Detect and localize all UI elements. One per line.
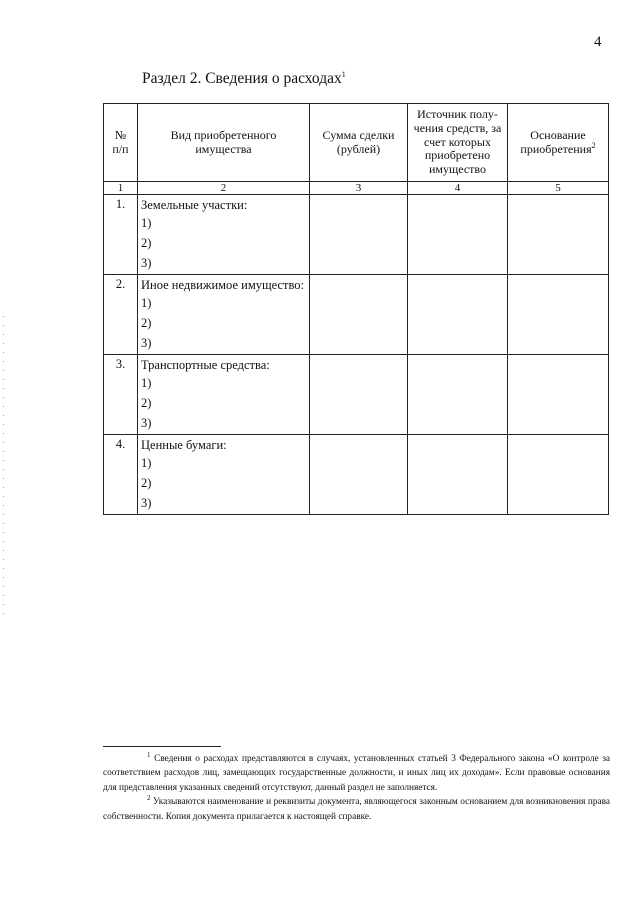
footnotes xyxy=(103,752,610,824)
deal-sum-cell xyxy=(310,195,408,275)
property-item: 2) xyxy=(141,236,152,250)
column-number-row xyxy=(104,182,609,195)
property-kind-label: Ценные бумаги: xyxy=(141,438,227,452)
header-property-kind: Вид приобретенного имущества xyxy=(138,104,310,182)
property-item: 1) xyxy=(141,216,152,230)
deal-sum-cell xyxy=(310,435,408,515)
acquisition-basis-cell xyxy=(508,275,609,355)
property-item: 2) xyxy=(141,476,152,490)
table-row-securities xyxy=(104,435,609,515)
funds-source-cell xyxy=(408,355,508,435)
property-kind-cell xyxy=(138,195,310,275)
property-kind-cell xyxy=(138,355,310,435)
funds-source-cell xyxy=(408,275,508,355)
acquisition-basis-cell xyxy=(508,435,609,515)
property-item: 3) xyxy=(141,256,152,270)
footnote-2 xyxy=(103,795,610,824)
footnote-text: Указываются наименование и реквизиты документа, являющегося законным основанием для возникновения права собственности. Копия документа прилагается к настоящей справке. xyxy=(103,797,610,822)
footnote-separator xyxy=(103,746,221,747)
table-row-real-estate xyxy=(104,275,609,355)
column-number: 2 xyxy=(138,182,310,195)
binding-margin-marks xyxy=(3,316,4,616)
section-title-text: Раздел 2. Сведения о расходах xyxy=(142,70,342,87)
property-item: 2) xyxy=(141,396,152,410)
deal-sum-cell xyxy=(310,275,408,355)
footnote-ref-2: 2 xyxy=(591,140,596,150)
deal-sum-cell xyxy=(310,355,408,435)
footnote-mark: 2 xyxy=(147,794,151,803)
property-kind-label: Земельные участки: xyxy=(141,198,248,212)
column-number: 4 xyxy=(408,182,508,195)
property-kind-label: Транспортные средства: xyxy=(141,358,270,372)
property-item: 3) xyxy=(141,416,152,430)
property-item: 1) xyxy=(141,296,152,310)
property-item: 1) xyxy=(141,376,152,390)
property-kind-label: Иное недвижимое имущество: xyxy=(141,278,305,292)
header-acquisition-basis: Основание приобретения$^2$ xyxy=(508,104,609,182)
funds-source-cell xyxy=(408,435,508,515)
header-deal-sum: Сумма сделки (рублей) xyxy=(310,104,408,182)
row-number: 2. xyxy=(104,275,138,355)
header-funds-source: Источник полу- чения средств, за счет которых приобретено имущество xyxy=(408,104,508,182)
property-kind-cell xyxy=(138,435,310,515)
property-item: 1) xyxy=(141,456,152,470)
section-title xyxy=(142,70,346,88)
table-header-row xyxy=(104,104,609,182)
row-number: 3. xyxy=(104,355,138,435)
property-item: 3) xyxy=(141,496,152,510)
footnote-mark: 1 xyxy=(147,750,151,759)
table-row-vehicles xyxy=(104,355,609,435)
column-number: 3 xyxy=(310,182,408,195)
property-item: 2) xyxy=(141,316,152,330)
column-number: 5 xyxy=(508,182,609,195)
acquisition-basis-cell xyxy=(508,355,609,435)
footnote-1 xyxy=(103,752,610,795)
property-item: 3) xyxy=(141,336,152,350)
row-number: 1. xyxy=(104,195,138,275)
expenses-table xyxy=(103,103,609,515)
header-number: № п/п xyxy=(104,104,138,182)
property-kind-cell xyxy=(138,275,310,355)
funds-source-cell xyxy=(408,195,508,275)
table-row-land xyxy=(104,195,609,275)
page-number: 4 xyxy=(594,34,602,50)
column-number: 1 xyxy=(104,182,138,195)
footnote-text: Сведения о расходах представляются в случаях, установленных статьей 3 Федерального закона «О контроле за соответствием расходов лиц, замещающих государственные должности, и иных лиц их доходам». Если правовые основания для представления указанных сведений отсутствуют, данный раздел не заполняется. xyxy=(103,754,611,793)
row-number: 4. xyxy=(104,435,138,515)
footnote-ref-1: 1 xyxy=(341,69,346,79)
acquisition-basis-cell xyxy=(508,195,609,275)
